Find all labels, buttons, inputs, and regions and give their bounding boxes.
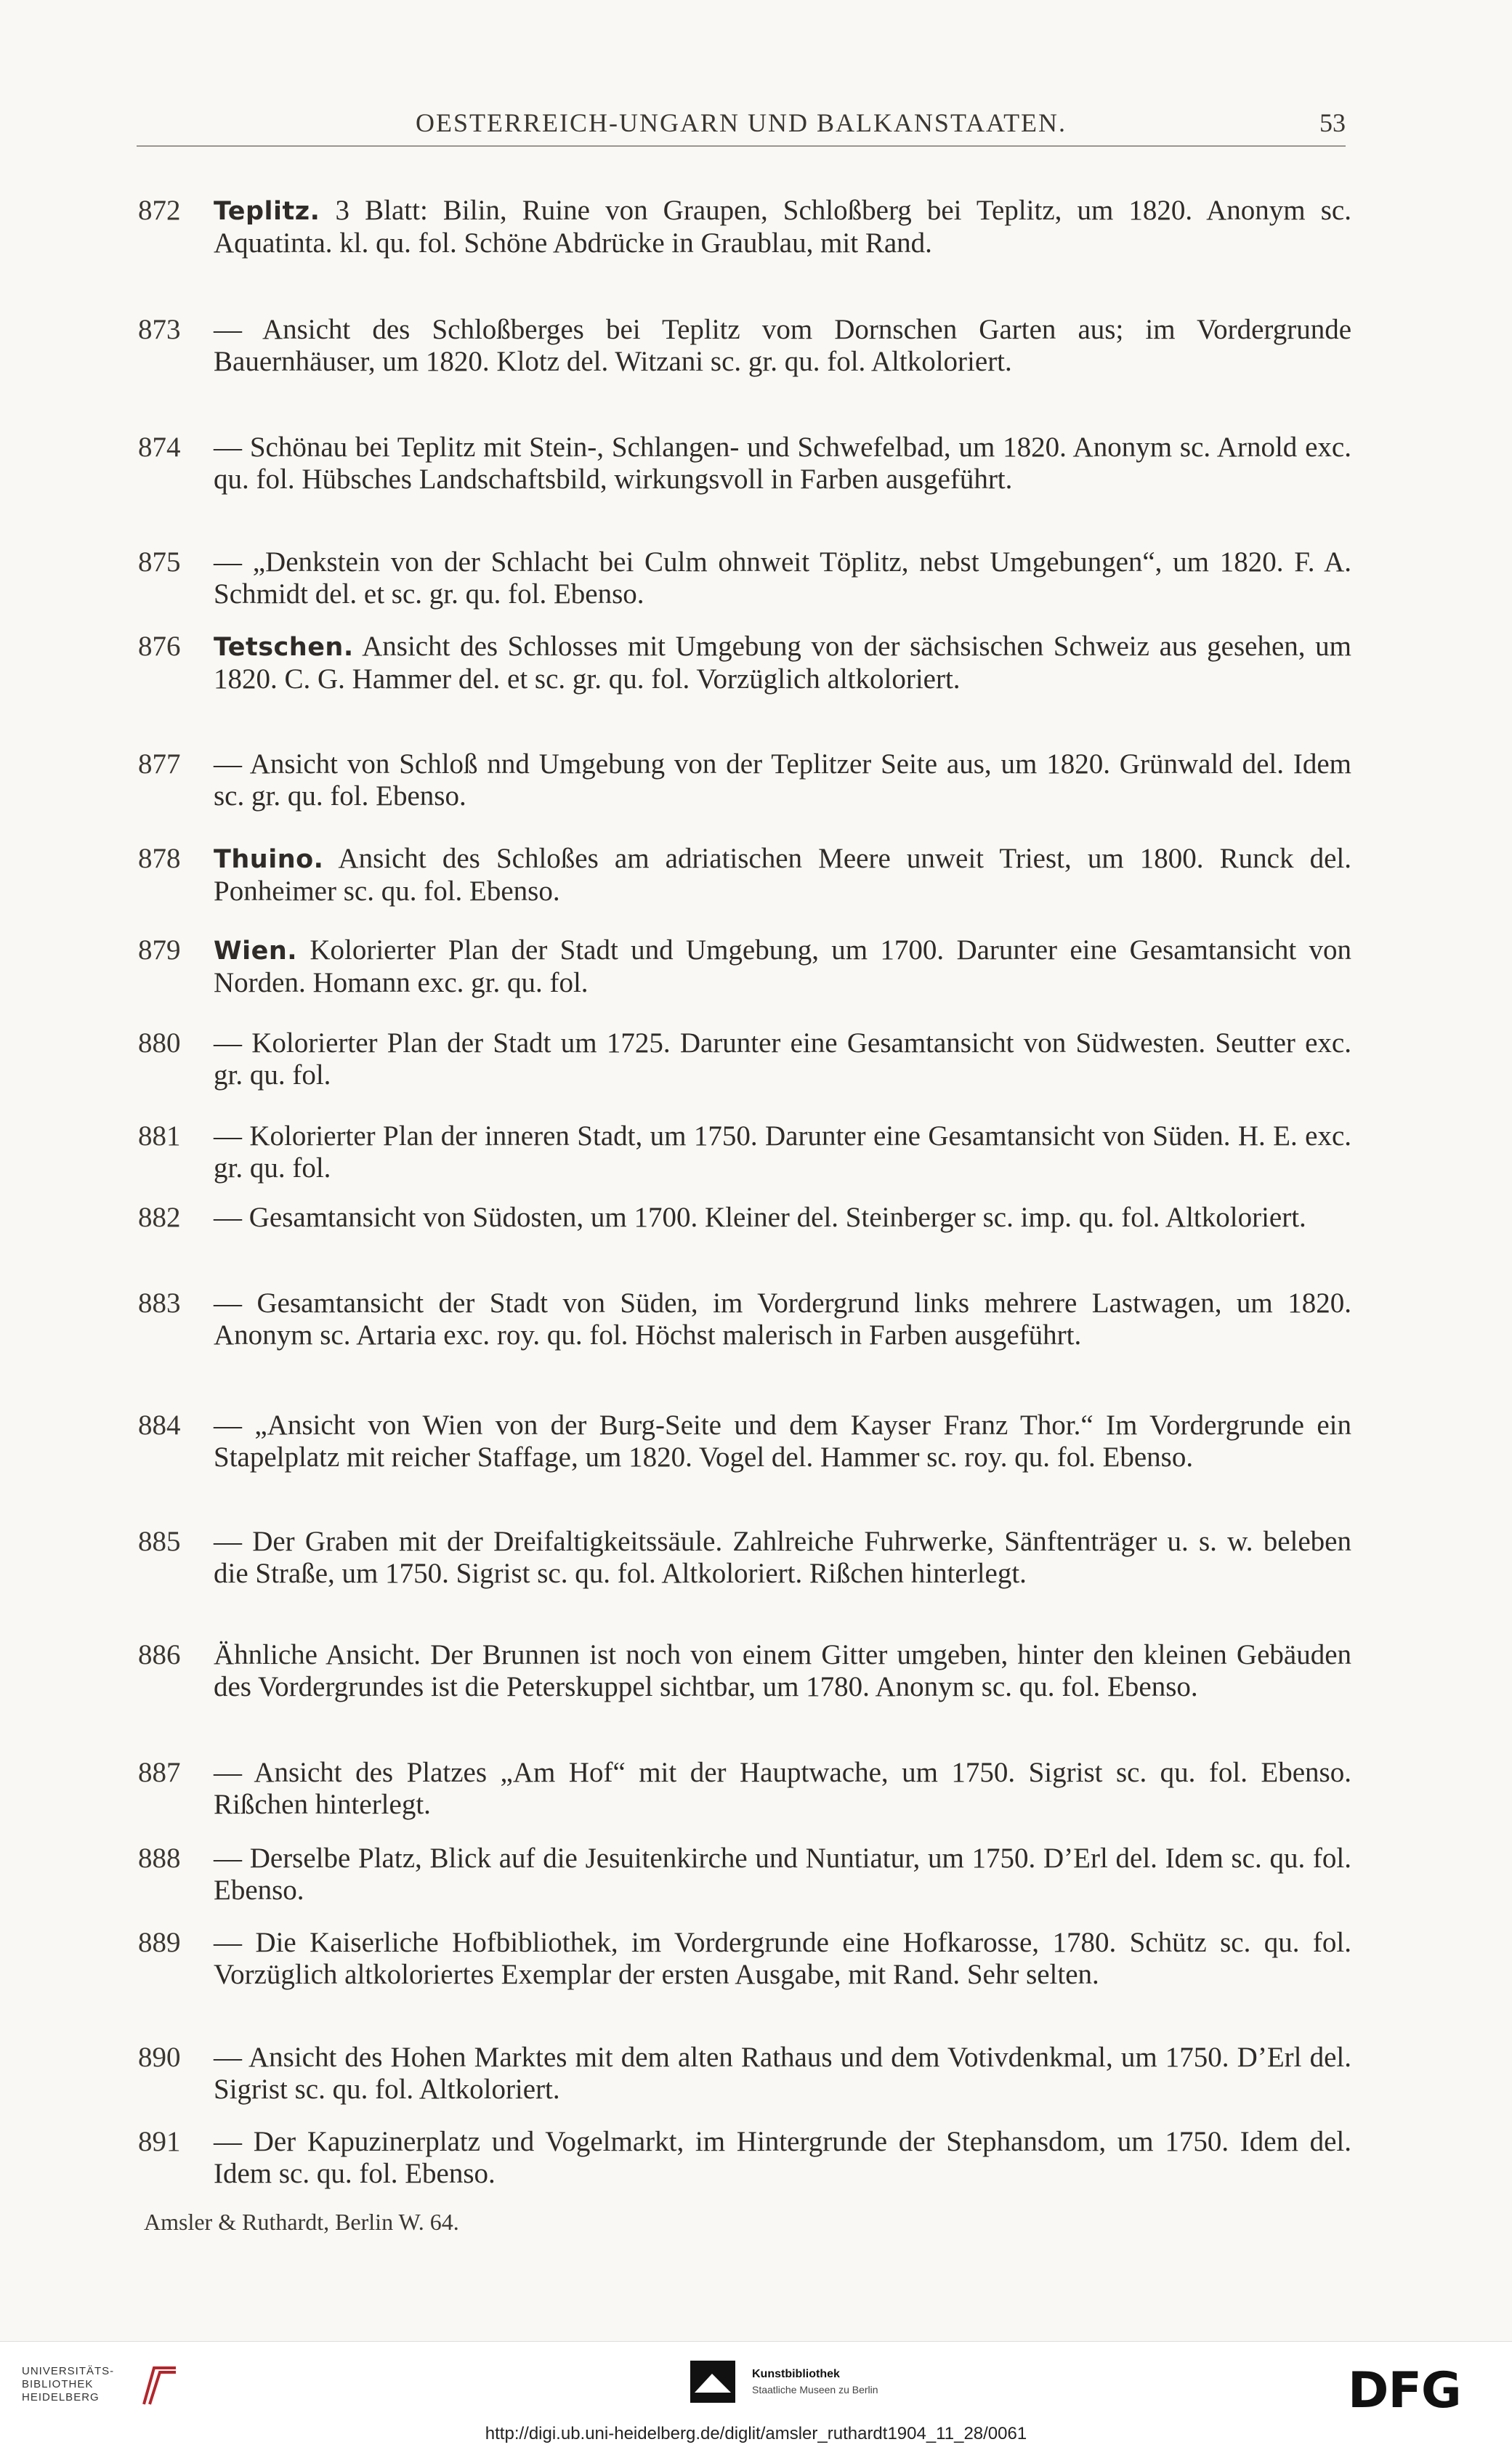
entry-number: 886 — [138, 1639, 181, 1670]
entry-text: — „Ansicht von Wien von der Burg-Seite und dem Kayser Franz Thor.“ Im Vordergrunde ein Stapelplatz mit reicher Staffage, um 1820. Vogel del. Hammer sc. roy. qu. fol. Ebenso. — [214, 1410, 1351, 1473]
entry-number: 882 — [138, 1202, 181, 1233]
entry-number: 876 — [138, 631, 181, 662]
entry-number: 881 — [138, 1120, 181, 1152]
kunstbibliothek-logo — [690, 2355, 879, 2406]
page-header — [137, 102, 1346, 147]
entry-number: 889 — [138, 1927, 181, 1958]
entry-keyword: Teplitz. — [214, 197, 320, 226]
entry-keyword: Tetschen. — [214, 633, 354, 662]
entry-text: Wien. Kolorierter Plan der Stadt und Umgebung, um 1700. Darunter eine Gesamtansicht von Norden. Homann exc. gr. qu. fol. — [214, 934, 1351, 998]
university-library-name: UNIVERSITÄTS- BIBLIOTHEK HEIDELBERG — [22, 2365, 115, 2403]
entry-text: — Gesamtansicht der Stadt von Süden, im Vordergrund links mehrere Lastwagen, um 1820. Anonym sc. Artaria exc. roy. qu. fol. Höchst malerisch in Farben ausgeführt. — [214, 1287, 1351, 1351]
entry-number: 884 — [138, 1410, 181, 1441]
entry-text: — Ansicht des Hohen Marktes mit dem alten Rathaus und dem Votivdenkmal, um 1750. D’Erl del. Sigrist sc. qu. fol. Altkoloriert. — [214, 2042, 1351, 2105]
kunstbibliothek-subtitle: Staatliche Museen zu Berlin — [752, 2384, 878, 2396]
entry-text: — Schönau bei Teplitz mit Stein-, Schlangen- und Schwefelbad, um 1820. Anonym sc. Arnold exc. qu. fol. Hübsches Landschaftsbild, wirkungsvoll in Farben ausgeführt. — [214, 432, 1351, 495]
entry-text: — „Denkstein von der Schlacht bei Culm ohnweit Töplitz, nebst Umgebungen“, um 1820. F. A. Schmidt del. et sc. gr. qu. fol. Ebenso. — [214, 546, 1351, 610]
entry-text: — Der Kapuzinerplatz und Vogelmarkt, im Hintergrunde der Stephansdom, um 1750. Idem del. Idem sc. qu. fol. Ebenso. — [214, 2126, 1351, 2189]
entry-text: — Derselbe Platz, Blick auf die Jesuitenkirche und Nuntiatur, um 1750. D’Erl del. Idem sc. qu. fol. Ebenso. — [214, 1843, 1351, 1906]
source-url[interactable]: http://digi.ub.uni-heidelberg.de/diglit/amsler_ruthardt1904_11_28/0061 — [485, 2424, 1027, 2443]
entry-number: 873 — [138, 314, 181, 345]
entry-number: 885 — [138, 1526, 181, 1557]
entry-keyword: Thuino. — [214, 845, 324, 874]
entry-text: — Kolorierter Plan der Stadt um 1725. Darunter eine Gesamtansicht von Südwesten. Seutter exc. gr. qu. fol. — [214, 1027, 1351, 1091]
entry-keyword: Wien. — [214, 937, 298, 966]
digitization-footer — [0, 2341, 1512, 2422]
entry-number: 877 — [138, 748, 181, 780]
entry-text: — Kolorierter Plan der inneren Stadt, um 1750. Darunter eine Gesamtansicht von Süden. H. E. exc. gr. qu. fol. — [214, 1120, 1351, 1184]
entry-number: 887 — [138, 1757, 181, 1788]
entry-number: 874 — [138, 432, 181, 463]
entry-number: 888 — [138, 1843, 181, 1874]
entry-text: — Gesamtansicht von Südosten, um 1700. Kleiner del. Steinberger sc. imp. qu. fol. Altkoloriert. — [214, 1202, 1306, 1233]
kunstbibliothek-emblem-icon — [690, 2361, 735, 2403]
dfg-logo: DFG — [1348, 2362, 1461, 2419]
entry-number: 883 — [138, 1287, 181, 1319]
entry-number: 872 — [138, 195, 181, 226]
running-title: OESTERREICH-UNGARN UND BALKANSTAATEN. — [415, 108, 1067, 137]
entry-number: 890 — [138, 2042, 181, 2073]
entry-text: Ähnliche Ansicht. Der Brunnen ist noch von einem Gitter umgeben, hinter den kleinen Gebäuden des Vordergrundes ist die Peterskuppel sichtbar, um 1780. Anonym sc. qu. fol. Ebenso. — [214, 1639, 1351, 1702]
entry-text: — Ansicht von Schloß nnd Umgebung von der Teplitzer Seite aus, um 1820. Grünwald del. Idem sc. gr. qu. fol. Ebenso. — [214, 748, 1351, 812]
entry-text: — Der Graben mit der Dreifaltigkeitssäule. Zahlreiche Fuhrwerke, Sänftenträger u. s. w. beleben die Straße, um 1750. Sigrist sc. qu. fol. Altkoloriert. Rißchen hinterlegt. — [214, 1526, 1351, 1589]
entry-text: — Ansicht des Platzes „Am Hof“ mit der Hauptwache, um 1750. Sigrist sc. qu. fol. Ebenso. Rißchen hinterlegt. — [214, 1757, 1351, 1820]
university-library-logo — [22, 2364, 196, 2407]
entry-number: 891 — [138, 2126, 181, 2157]
kunstbibliothek-name: Kunstbibliothek — [752, 2368, 840, 2380]
entry-text: — Ansicht des Schloßberges bei Teplitz vom Dornschen Garten aus; im Vordergrunde Bauernhäuser, um 1820. Klotz del. Witzani sc. gr. qu. fol. Altkoloriert. — [214, 314, 1351, 377]
entry-number: 879 — [138, 934, 181, 966]
entry-number: 880 — [138, 1027, 181, 1059]
entry-number: 878 — [138, 843, 181, 874]
page-number: 53 — [1319, 108, 1346, 137]
entry-number: 875 — [138, 546, 181, 578]
entry-text: Thuino. Ansicht des Schloßes am adriatischen Meere unweit Triest, um 1800. Runck del. Ponheimer sc. qu. fol. Ebenso. — [214, 843, 1351, 907]
publisher-line: Amsler & Ruthardt, Berlin W. 64. — [144, 2209, 459, 2235]
entry-text: Teplitz. 3 Blatt: Bilin, Ruine von Graupen, Schloßberg bei Teplitz, um 1820. Anonym sc. Aquatinta. kl. qu. fol. Schöne Abdrücke in Graublau, mit Rand. — [214, 195, 1351, 259]
entry-text: Tetschen. Ansicht des Schlosses mit Umgebung von der sächsischen Schweiz aus gesehen, um 1820. C. G. Hammer del. et sc. gr. qu. fol. Vorzüglich altkoloriert. — [214, 631, 1351, 695]
entry-text: — Die Kaiserliche Hofbibliothek, im Vordergrunde eine Hofkarosse, 1780. Schütz sc. qu. fol. Vorzüglich altkoloriertes Exemplar der ersten Ausgabe, mit Rand. Sehr selten. — [214, 1927, 1351, 1990]
library-emblem-icon — [138, 2364, 182, 2407]
